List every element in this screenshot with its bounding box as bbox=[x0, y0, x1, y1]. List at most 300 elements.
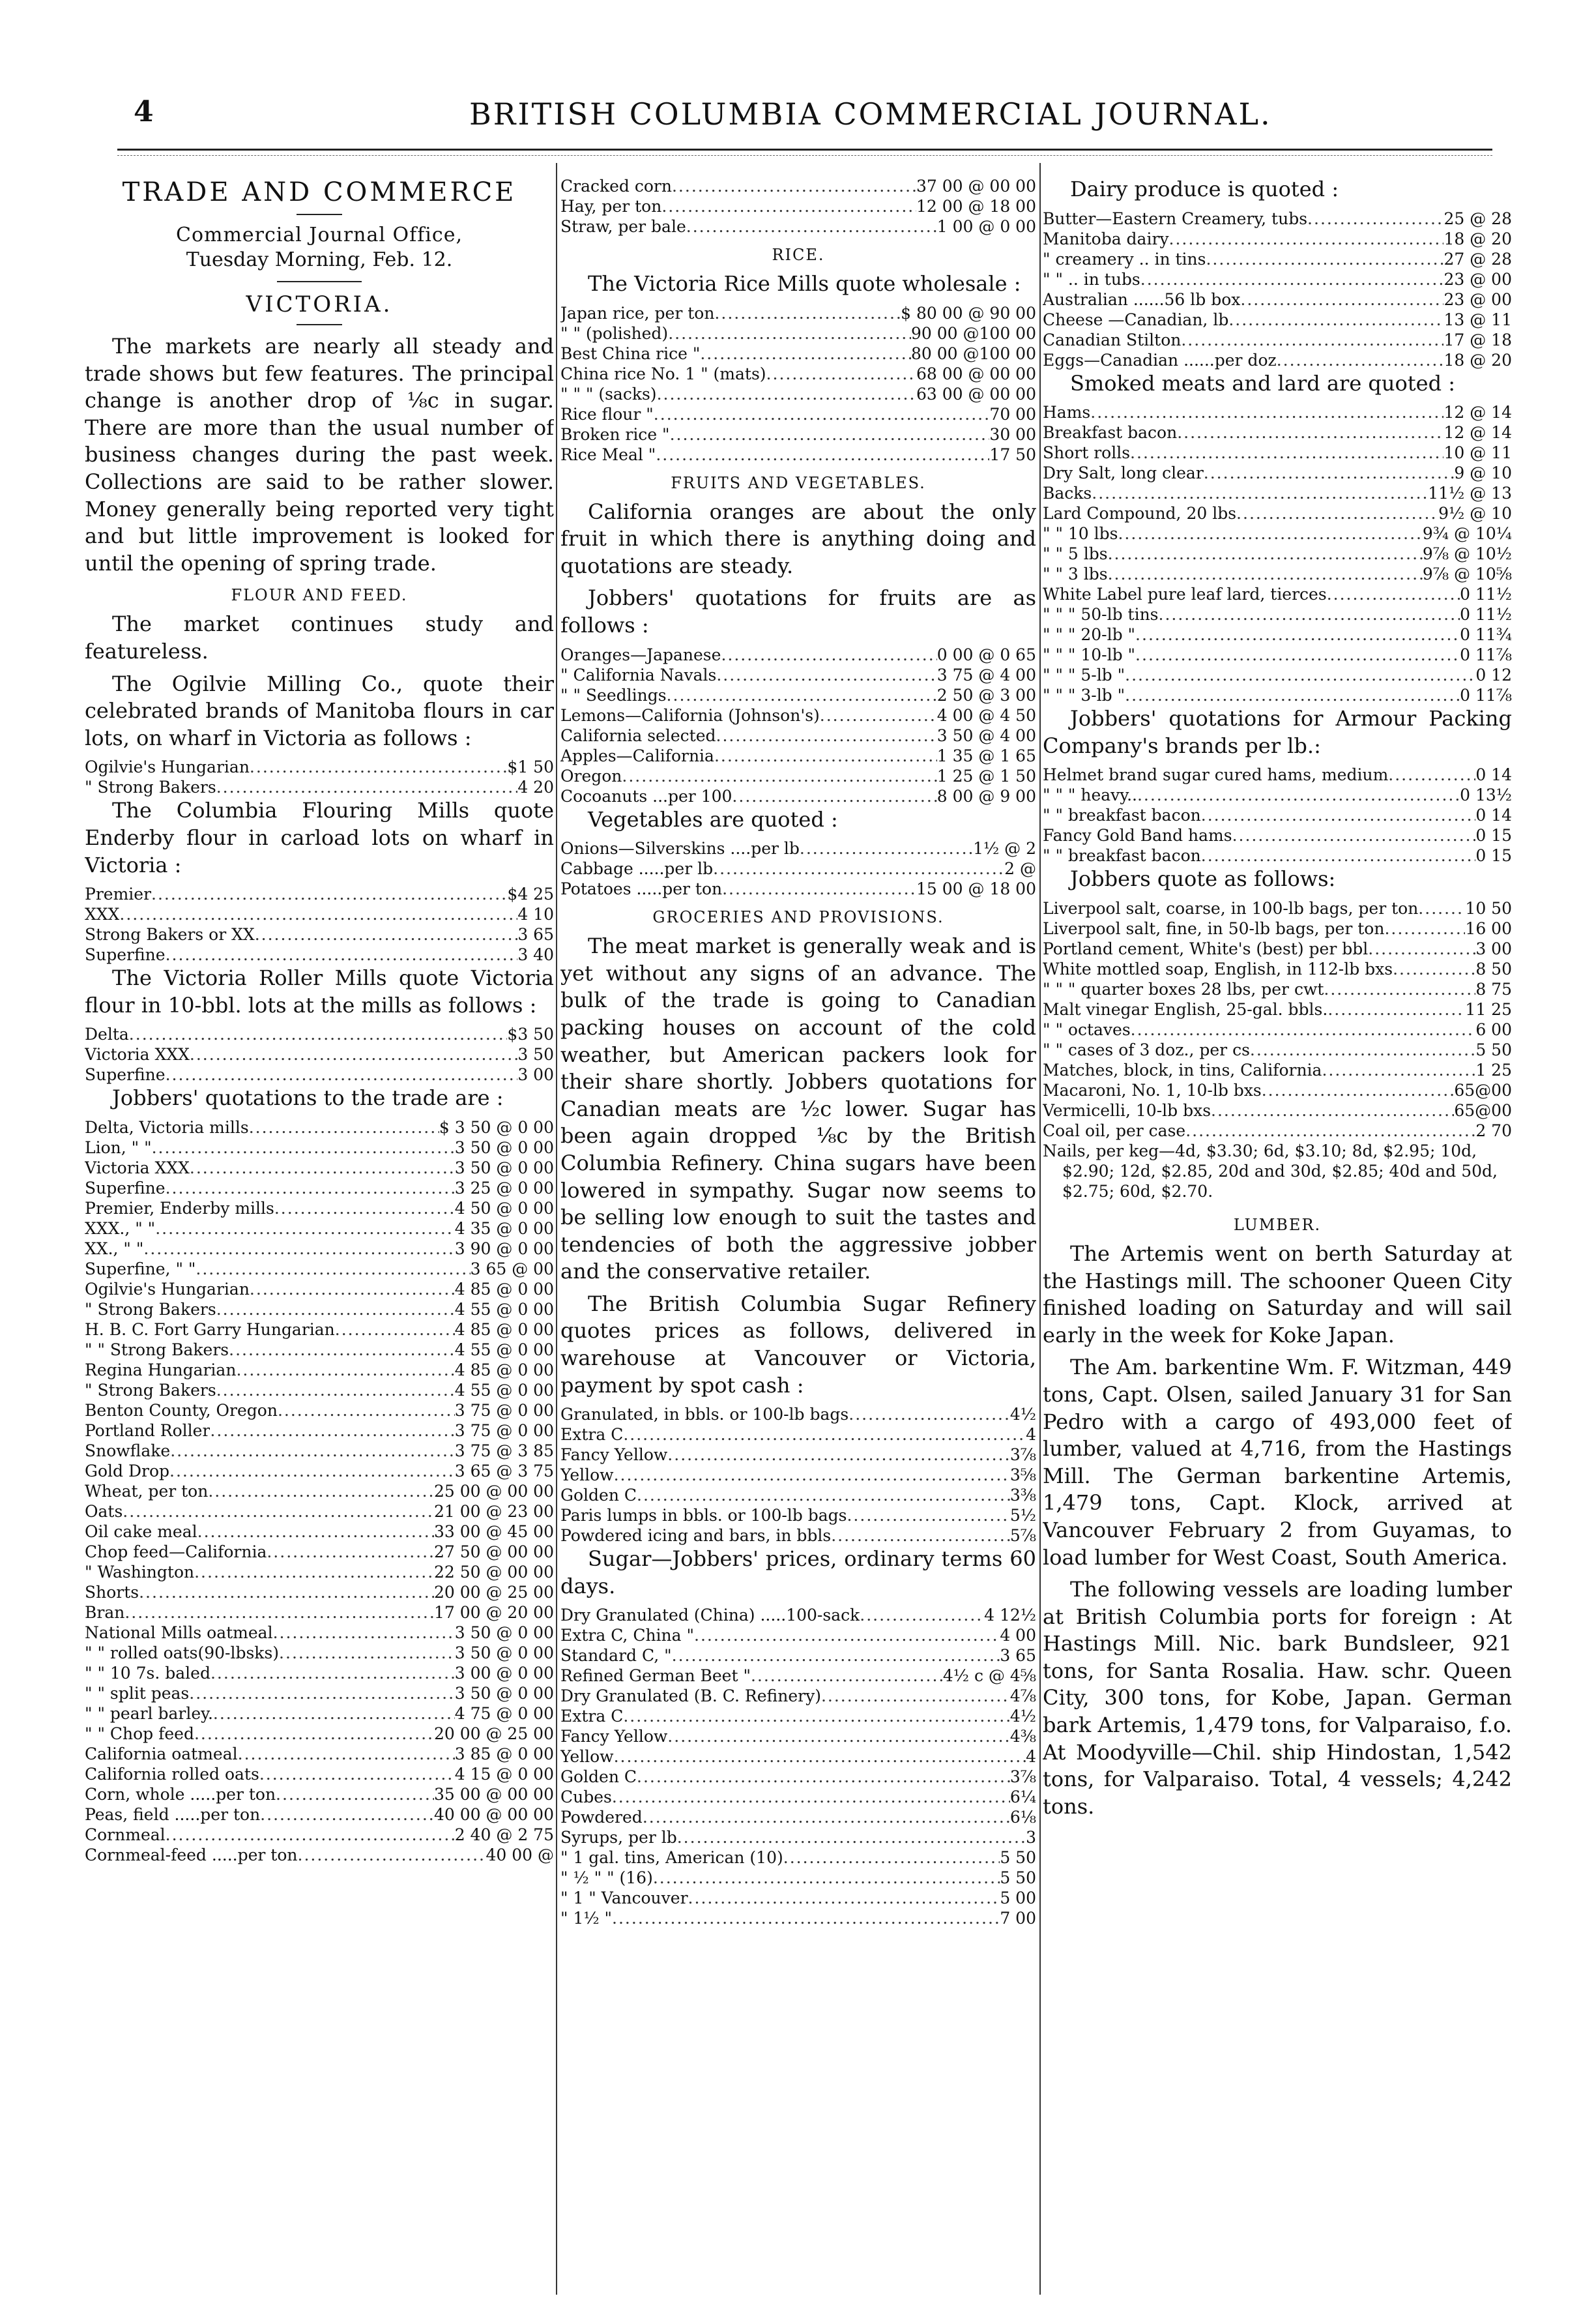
item-price: 9¾ @ 10¼ bbox=[1422, 524, 1512, 544]
item-name: China rice No. 1 " (mats) bbox=[560, 364, 766, 383]
item-price: 3 75 @ 0 00 bbox=[454, 1420, 554, 1440]
item-name: California rolled oats bbox=[85, 1764, 259, 1784]
dot-leader bbox=[1327, 999, 1465, 1020]
item-name: Hams bbox=[1043, 403, 1091, 422]
section-title: TRADE AND COMMERCE bbox=[122, 177, 517, 207]
dateline: Tuesday Morning, Feb. 12. bbox=[186, 248, 453, 271]
item-price: 4 55 @ 0 00 bbox=[454, 1299, 554, 1319]
price-row bbox=[85, 1044, 554, 1065]
item-price: 4 00 @ 4 50 bbox=[936, 705, 1036, 725]
item-name: Ogilvie's Hungarian bbox=[85, 1279, 250, 1299]
price-row bbox=[85, 1340, 554, 1360]
price-row bbox=[85, 1784, 554, 1804]
dot-leader bbox=[722, 879, 916, 899]
item-price: 5½ bbox=[1009, 1506, 1036, 1525]
item-name: Golden C bbox=[560, 1486, 637, 1505]
dot-leader bbox=[119, 904, 517, 924]
column-2 bbox=[560, 176, 1036, 2288]
price-row bbox=[1043, 503, 1512, 523]
item-price: 3 50 @ 0 00 bbox=[454, 1138, 554, 1157]
dot-leader bbox=[216, 777, 518, 797]
price-row bbox=[1043, 443, 1512, 463]
item-price: 12 @ 14 bbox=[1443, 403, 1512, 422]
price-row bbox=[560, 344, 1036, 364]
item-name: " " cases of 3 doz., per cs bbox=[1043, 1040, 1250, 1059]
item-name: Lemons—California (Johnson's) bbox=[560, 705, 820, 725]
price-row bbox=[560, 364, 1036, 384]
item-price: 9 @ 10 bbox=[1454, 463, 1512, 483]
item-price: 1 25 @ 1 50 bbox=[936, 766, 1036, 786]
dot-leader bbox=[335, 1319, 455, 1340]
item-price: 4 20 bbox=[517, 778, 554, 797]
item-name: Best China rice " bbox=[560, 344, 701, 363]
rice-heading: RICE. bbox=[772, 246, 825, 264]
price-row bbox=[85, 1522, 554, 1542]
item-name: Shorts bbox=[85, 1582, 139, 1602]
item-price: 0 11½ bbox=[1460, 585, 1512, 604]
item-name: Victoria XXX bbox=[85, 1045, 190, 1065]
price-row bbox=[560, 786, 1036, 806]
dot-leader bbox=[155, 1218, 455, 1239]
dot-leader bbox=[169, 1461, 455, 1481]
item-name: Oats bbox=[85, 1501, 123, 1521]
dot-leader bbox=[668, 323, 911, 344]
item-price: 9⅞ @ 10⅝ bbox=[1422, 565, 1512, 584]
flour-paragraph: The market continues study and featureless. bbox=[85, 611, 554, 664]
item-name: " " " heavy.. bbox=[1043, 786, 1137, 805]
price-row bbox=[560, 1525, 1036, 1546]
dot-leader bbox=[1135, 625, 1460, 645]
item-price: 68 00 @ 00 00 bbox=[916, 364, 1036, 383]
dot-leader bbox=[1108, 564, 1423, 584]
price-row bbox=[85, 1380, 554, 1400]
item-price: 1 25 bbox=[1475, 1060, 1512, 1080]
item-name: Rice flour " bbox=[560, 404, 654, 424]
dot-leader bbox=[612, 1787, 1010, 1807]
dot-leader bbox=[1118, 523, 1422, 544]
item-name: California selected bbox=[560, 726, 716, 745]
dot-leader bbox=[614, 1746, 1026, 1767]
item-name: Yellow bbox=[560, 1747, 614, 1767]
columbia-price-table bbox=[85, 884, 554, 965]
price-row bbox=[1043, 979, 1512, 999]
dot-leader bbox=[250, 1279, 455, 1299]
dot-leader bbox=[1324, 979, 1475, 999]
item-price: 0 11⅞ bbox=[1460, 686, 1512, 705]
column-3 bbox=[1043, 176, 1512, 2288]
price-row bbox=[560, 766, 1036, 786]
item-price: 0 15 bbox=[1475, 826, 1512, 846]
item-name: Butter—Eastern Creamery, tubs bbox=[1043, 209, 1308, 228]
item-price: 35 00 @ 00 00 bbox=[433, 1784, 554, 1804]
dot-leader bbox=[216, 1380, 455, 1400]
price-row bbox=[85, 1117, 554, 1138]
dot-leader bbox=[190, 1044, 517, 1065]
item-name: Paris lumps in bbls. or 100-lb bags bbox=[560, 1506, 847, 1525]
item-name: Powdered icing and bars, in bbls bbox=[560, 1526, 832, 1546]
item-name: XXX., " " bbox=[85, 1218, 156, 1238]
item-price: 17 00 @ 20 00 bbox=[433, 1602, 554, 1622]
dot-leader bbox=[1137, 785, 1460, 805]
smoked-price-table bbox=[1043, 402, 1512, 705]
item-name: " " split peas bbox=[85, 1683, 190, 1703]
column-1 bbox=[85, 176, 554, 2288]
price-row bbox=[560, 1625, 1036, 1645]
dot-leader bbox=[1327, 584, 1460, 604]
price-row bbox=[85, 1542, 554, 1562]
dot-leader bbox=[210, 1663, 455, 1683]
journal-title: BRITISH COLUMBIA COMMERCIAL JOURNAL. bbox=[469, 96, 1272, 132]
item-price: 4 55 @ 0 00 bbox=[454, 1340, 554, 1359]
dot-leader bbox=[1130, 443, 1443, 463]
item-price: 0 13½ bbox=[1460, 786, 1512, 805]
item-name: Australian ......56 lb box bbox=[1043, 289, 1241, 309]
item-price: 0 15 bbox=[1475, 846, 1512, 866]
price-row bbox=[560, 1686, 1036, 1706]
dot-leader bbox=[637, 1767, 1010, 1787]
roller-paragraph: The Victoria Roller Mills quote Victoria flour in 10-bbl. lots at the mills as follows : bbox=[85, 965, 554, 1018]
price-row bbox=[85, 884, 554, 904]
dot-leader bbox=[672, 1645, 1000, 1666]
dot-leader bbox=[216, 1299, 455, 1319]
price-row bbox=[1043, 665, 1512, 685]
item-name: " " " 5-lb " bbox=[1043, 666, 1125, 685]
item-price: 5 00 bbox=[1000, 1889, 1036, 1908]
fruits-paragraph: California oranges are about the only fruit in which there is anything doing and quotations are steady. bbox=[560, 499, 1036, 578]
item-price: 4 55 @ 0 00 bbox=[454, 1380, 554, 1400]
dot-leader bbox=[766, 364, 916, 384]
fruits-heading: FRUITS AND VEGETABLES. bbox=[671, 473, 926, 492]
item-price: 1 00 @ 0 00 bbox=[936, 217, 1036, 236]
item-name: White mottled soap, English, in 112-lb bxs bbox=[1043, 959, 1393, 978]
item-price: 8 00 @ 9 00 bbox=[936, 786, 1036, 806]
item-price: 0 11½ bbox=[1460, 605, 1512, 625]
page-number: 4 bbox=[134, 95, 154, 128]
item-name: White Label pure leaf lard, tierces bbox=[1043, 585, 1327, 604]
item-name: Victoria XXX bbox=[85, 1158, 190, 1177]
item-price: 3 85 @ 0 00 bbox=[454, 1744, 554, 1763]
dot-leader bbox=[1393, 959, 1475, 979]
item-price: 3 00 bbox=[1475, 939, 1512, 958]
item-price: 6 00 bbox=[1475, 1020, 1512, 1039]
price-row bbox=[1043, 209, 1512, 229]
item-name: Backs bbox=[1043, 484, 1092, 503]
item-name: Premier, Enderby mills bbox=[85, 1198, 274, 1218]
item-name: " " Seedlings bbox=[560, 685, 667, 705]
item-name: Cornmeal-feed .....per ton bbox=[85, 1845, 298, 1864]
dot-leader bbox=[1177, 422, 1443, 443]
price-row bbox=[1043, 422, 1512, 443]
price-row bbox=[85, 1602, 554, 1623]
price-row bbox=[85, 1825, 554, 1845]
dot-leader bbox=[1159, 604, 1460, 625]
item-price: 7 00 bbox=[1000, 1909, 1036, 1928]
groceries-paragraph: The meat market is generally weak and is yet without any signs of an advance. The bulk of the trade is going to Canadian packing houses on account of the cold weather, but American packers look for their share shortly. Jobbers quotations for Canadian meats are ½c lower. Sugar has been again dropped ⅛c by the British Columbia Refinery. China sugars have been lowered in sympathy. Sugar now seems to be selling low enough to suit the tastes and tendencies of both the aggressive jobber and the conservative retailer. bbox=[560, 934, 1036, 1284]
item-name: Manitoba dairy bbox=[1043, 229, 1169, 248]
price-row bbox=[560, 424, 1036, 445]
item-name: Superfine bbox=[85, 1065, 166, 1085]
price-row bbox=[1043, 625, 1512, 645]
item-price: 25 00 @ 00 00 bbox=[433, 1481, 554, 1501]
dot-leader bbox=[686, 216, 937, 237]
dot-leader bbox=[152, 1138, 455, 1158]
item-name: " Strong Bakers bbox=[85, 778, 216, 797]
price-row bbox=[560, 1807, 1036, 1827]
page-header bbox=[0, 91, 1581, 150]
item-price: 2 70 bbox=[1475, 1121, 1512, 1140]
item-name: Cheese —Canadian, lb bbox=[1043, 310, 1229, 329]
item-price: 4 75 @ 0 00 bbox=[454, 1703, 554, 1723]
item-price: 4 15 @ 0 00 bbox=[454, 1764, 554, 1784]
item-name: " " .. in tubs bbox=[1043, 269, 1140, 289]
price-row bbox=[560, 1767, 1036, 1787]
lumber-paragraph-3: The following vessels are loading lumber at British Columbia ports for foreign : At Hastings Mill. Nic. bark Bundsleer, 921 tons, for Santa Rosalia. Haw. schr. Queen City, 300 tons, for Kobe, Japan. German bark Artemis, 1,479 tons, for Valparaiso, f.o. At Moodyville—Chil. ship Hindostan, 1,542 tons, for Valparaiso. Total, 4 vessels; 4,242 tons. bbox=[1043, 1577, 1512, 1819]
price-row bbox=[560, 384, 1036, 404]
price-row bbox=[560, 746, 1036, 766]
item-price: 11 25 bbox=[1465, 999, 1512, 1019]
price-row bbox=[85, 1259, 554, 1279]
item-price: 12 @ 14 bbox=[1443, 423, 1512, 443]
item-name: Regina Hungarian bbox=[85, 1360, 237, 1379]
price-row bbox=[1043, 765, 1512, 785]
price-row bbox=[560, 1746, 1036, 1767]
price-row bbox=[85, 1065, 554, 1085]
dot-leader bbox=[860, 1605, 984, 1625]
item-name: Portland Roller bbox=[85, 1420, 210, 1440]
item-name: Granulated, in bbls. or 100-lb bags bbox=[560, 1405, 849, 1424]
dot-leader bbox=[677, 1827, 1026, 1847]
item-price: 6⅛ bbox=[1009, 1808, 1036, 1827]
item-name: XXX bbox=[85, 905, 120, 924]
item-price: 40 00 @ bbox=[486, 1845, 554, 1864]
header-rule bbox=[117, 149, 1492, 151]
item-name: Japan rice, per ton bbox=[560, 303, 715, 323]
price-row bbox=[1043, 289, 1512, 310]
dot-leader bbox=[1206, 249, 1443, 269]
dot-leader bbox=[166, 1065, 518, 1085]
item-price: 65@00 bbox=[1454, 1080, 1512, 1100]
item-name: Extra C bbox=[560, 1425, 624, 1445]
price-row bbox=[560, 1465, 1036, 1485]
price-row bbox=[1043, 645, 1512, 665]
item-name: Macaroni, No. 1, 10-lb bxs bbox=[1043, 1080, 1262, 1100]
jobbers2-price-table bbox=[1043, 898, 1512, 1141]
item-price: 4 35 @ 0 00 bbox=[454, 1218, 554, 1238]
item-price: 5 50 bbox=[1000, 1868, 1036, 1888]
item-name: Liverpool salt, coarse, in 100-lb bags, per ton bbox=[1043, 898, 1419, 918]
dot-leader bbox=[716, 726, 937, 746]
item-name: " California Navals bbox=[560, 665, 717, 684]
item-name: Apples—California bbox=[560, 746, 714, 765]
item-price: 16 00 bbox=[1465, 919, 1512, 938]
item-name: Delta bbox=[85, 1025, 129, 1044]
price-row bbox=[85, 1683, 554, 1703]
dot-leader bbox=[249, 1117, 439, 1138]
item-name: California oatmeal bbox=[85, 1744, 238, 1763]
dot-leader bbox=[260, 1804, 434, 1825]
price-row bbox=[560, 216, 1036, 237]
rice-paragraph: The Victoria Rice Mills quote wholesale : bbox=[588, 271, 1021, 296]
item-price: 4 85 @ 0 00 bbox=[454, 1360, 554, 1379]
item-name: " " Strong Bakers bbox=[85, 1340, 229, 1359]
price-row bbox=[85, 1663, 554, 1683]
item-price: $1 50 bbox=[507, 758, 554, 777]
price-row bbox=[85, 1582, 554, 1602]
dot-leader bbox=[213, 1703, 455, 1724]
dot-leader bbox=[166, 1178, 455, 1198]
item-name: " " " 50-lb tins bbox=[1043, 605, 1159, 625]
item-price: 3⅝ bbox=[1009, 1465, 1036, 1485]
item-name: Dry Granulated (China) .....100-sack bbox=[560, 1606, 860, 1625]
dot-leader bbox=[623, 1706, 1010, 1726]
dot-leader bbox=[1384, 919, 1465, 939]
item-name: Bran bbox=[85, 1602, 125, 1622]
price-row bbox=[1043, 898, 1512, 919]
item-price: 3 50 bbox=[517, 1045, 554, 1065]
jobbers2-paragraph: Jobbers quote as follows: bbox=[1070, 866, 1336, 892]
dot-leader bbox=[667, 1726, 1010, 1746]
column-divider-left bbox=[556, 163, 557, 2295]
item-name: Lard Compound, 20 lbs bbox=[1043, 504, 1237, 523]
item-price: 3⅞ bbox=[1009, 1445, 1036, 1465]
item-price: 8 50 bbox=[1475, 959, 1512, 978]
price-row bbox=[85, 945, 554, 965]
price-row bbox=[560, 1827, 1036, 1847]
price-row bbox=[560, 1445, 1036, 1465]
price-row bbox=[1043, 1080, 1512, 1100]
item-price: 4½ bbox=[1009, 1707, 1036, 1726]
veg-paragraph: Vegetables are quoted : bbox=[588, 806, 838, 832]
dot-leader bbox=[1418, 898, 1465, 919]
dot-leader bbox=[653, 1868, 1000, 1888]
flour-heading: FLOUR AND FEED. bbox=[231, 586, 408, 605]
dot-leader bbox=[298, 1845, 486, 1865]
item-name: Superfine bbox=[85, 945, 166, 965]
dot-leader bbox=[1125, 665, 1475, 685]
price-row bbox=[1043, 310, 1512, 330]
price-row bbox=[85, 1643, 554, 1663]
veg-price-table bbox=[560, 838, 1036, 899]
item-name: Golden C bbox=[560, 1767, 637, 1787]
price-row bbox=[560, 1787, 1036, 1807]
item-name: " " " 10-lb " bbox=[1043, 645, 1136, 665]
item-price: 0 12 bbox=[1475, 666, 1512, 685]
sugar-jobbers-paragraph: Sugar—Jobbers' prices, ordinary terms 60 days. bbox=[560, 1546, 1036, 1598]
item-name: " 1½ " bbox=[560, 1909, 613, 1928]
dot-leader bbox=[197, 1522, 434, 1542]
item-name: Refined German Beet " bbox=[560, 1666, 751, 1686]
price-row bbox=[85, 1703, 554, 1724]
item-name: " " octaves bbox=[1043, 1020, 1131, 1039]
item-price: 3 25 @ 0 00 bbox=[454, 1178, 554, 1198]
item-price: 15 00 @ 18 00 bbox=[916, 879, 1036, 899]
dot-leader bbox=[124, 1602, 434, 1623]
item-price: 12 00 @ 18 00 bbox=[916, 197, 1036, 216]
item-price: 4 00 bbox=[1000, 1626, 1036, 1645]
item-name: H. B. C. Fort Garry Hungarian bbox=[85, 1319, 335, 1339]
header-rule-dashed bbox=[117, 155, 1492, 156]
lumber-heading: LUMBER. bbox=[1233, 1215, 1322, 1234]
roller-price-table bbox=[85, 1024, 554, 1085]
item-name: " 1 gal. tins, American (10) bbox=[560, 1848, 783, 1868]
item-name: Oranges—Japanese bbox=[560, 645, 721, 664]
dot-leader bbox=[1090, 402, 1443, 422]
dot-leader bbox=[166, 1825, 455, 1845]
item-price: 9⅞ @ 10½ bbox=[1422, 544, 1512, 564]
price-row bbox=[560, 1404, 1036, 1424]
fruits-quote-paragraph: Jobbers' quotations for fruits are as follows : bbox=[560, 585, 1036, 638]
dairy-paragraph: Dairy produce is quoted : bbox=[1070, 177, 1339, 201]
dot-leader bbox=[700, 344, 911, 364]
dot-leader bbox=[661, 196, 916, 216]
item-name: Peas, field .....per ton bbox=[85, 1804, 261, 1824]
item-name: " " 10 lbs bbox=[1043, 524, 1118, 544]
price-row bbox=[85, 1845, 554, 1865]
item-name: Rice Meal " bbox=[560, 445, 656, 464]
price-row bbox=[85, 1360, 554, 1380]
dot-leader bbox=[1169, 229, 1444, 249]
item-name: Snowflake bbox=[85, 1441, 171, 1460]
dot-leader bbox=[190, 1158, 455, 1178]
dot-leader bbox=[1307, 209, 1443, 229]
price-row bbox=[560, 859, 1036, 879]
dot-leader bbox=[210, 1420, 454, 1441]
price-row bbox=[1043, 249, 1512, 269]
dot-leader bbox=[688, 1888, 1000, 1908]
item-name: Dry Salt, long clear bbox=[1043, 463, 1204, 483]
price-row bbox=[560, 1847, 1036, 1868]
price-row bbox=[1043, 805, 1512, 825]
item-name: Delta, Victoria mills bbox=[85, 1117, 249, 1137]
price-row bbox=[560, 445, 1036, 465]
dot-leader bbox=[654, 404, 990, 424]
item-name: " " " 20-lb " bbox=[1043, 625, 1136, 645]
divider bbox=[297, 214, 342, 215]
price-row bbox=[1043, 939, 1512, 959]
price-row bbox=[85, 1420, 554, 1441]
dot-leader bbox=[783, 1847, 1000, 1868]
price-row bbox=[560, 665, 1036, 685]
dot-leader bbox=[250, 757, 508, 777]
dot-leader bbox=[189, 1683, 455, 1703]
item-price: 13 @ 11 bbox=[1443, 310, 1512, 329]
item-price: 5⅞ bbox=[1009, 1526, 1036, 1546]
item-price: 11½ @ 13 bbox=[1428, 484, 1512, 503]
item-name: Onions—Silverskins ....per lb bbox=[560, 839, 800, 859]
price-row bbox=[85, 1461, 554, 1481]
item-price: 65@00 bbox=[1454, 1100, 1512, 1120]
item-name: " " 3 lbs bbox=[1043, 565, 1108, 584]
price-row bbox=[1043, 1020, 1512, 1040]
price-row bbox=[85, 924, 554, 945]
price-row bbox=[1043, 350, 1512, 370]
item-price: 4½ bbox=[1009, 1405, 1036, 1424]
item-name: Malt vinegar English, 25-gal. bbls. bbox=[1043, 999, 1328, 1019]
price-row bbox=[560, 1726, 1036, 1746]
dot-leader bbox=[847, 1505, 1009, 1525]
price-row bbox=[85, 1724, 554, 1744]
item-name: Premier bbox=[85, 885, 152, 904]
dot-leader bbox=[276, 1784, 434, 1804]
item-price: 4⅞ bbox=[1009, 1686, 1036, 1706]
item-name: " " pearl barley. bbox=[85, 1703, 213, 1723]
divider bbox=[277, 281, 362, 282]
item-name: " Strong Bakers bbox=[85, 1380, 216, 1400]
item-price: 33 00 @ 45 00 bbox=[433, 1522, 554, 1541]
item-price: 23 @ 00 bbox=[1443, 289, 1512, 309]
item-price: 4 85 @ 0 00 bbox=[454, 1279, 554, 1299]
item-name: Syrups, per lb bbox=[560, 1828, 677, 1847]
